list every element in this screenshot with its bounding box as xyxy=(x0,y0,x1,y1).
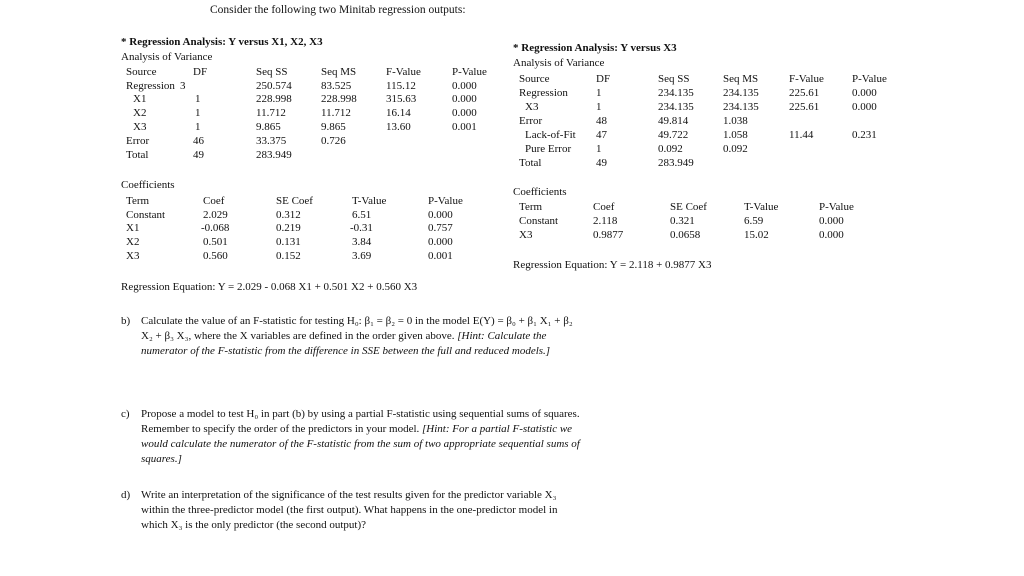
cell: 6.51 xyxy=(352,209,372,221)
cell: X3 xyxy=(126,250,140,262)
question-d xyxy=(121,488,591,538)
cell: 283.949 xyxy=(256,149,292,161)
cell: 0.000 xyxy=(852,87,877,99)
right-coef-header-pvalue: P-Value xyxy=(819,201,854,213)
cell: 234.135 xyxy=(658,101,694,113)
cell: 0.321 xyxy=(670,215,695,227)
cell: Total xyxy=(519,157,542,169)
cell: 0.000 xyxy=(452,93,477,105)
cell: 11.712 xyxy=(321,107,351,119)
cell: 0.000 xyxy=(819,229,844,241)
cell: 33.375 xyxy=(256,135,287,147)
cell: X2 xyxy=(133,107,147,119)
cell: 9.865 xyxy=(256,121,281,133)
cell: 1 xyxy=(596,101,602,113)
cell: 1 xyxy=(195,121,201,133)
cell: 283.949 xyxy=(658,157,694,169)
cell: 0.501 xyxy=(203,236,228,248)
question-d-text-block xyxy=(141,488,581,533)
right-anova-header-seqms: Seq MS xyxy=(723,73,759,85)
cell: 0.9877 xyxy=(593,229,624,241)
right-coef-title: Coefficients xyxy=(513,186,567,198)
question-b-label: b) xyxy=(121,315,131,327)
cell: -0.068 xyxy=(201,222,230,234)
left-anova-header-seqss: Seq SS xyxy=(256,66,288,78)
cell: 1 xyxy=(195,93,201,105)
cell: Constant xyxy=(519,215,559,227)
left-title: * Regression Analysis: Y versus X1, X2, X3 xyxy=(121,36,323,48)
right-anova-header-seqss: Seq SS xyxy=(658,73,690,85)
page-heading: Consider the following two Minitab regression outputs: xyxy=(210,4,466,16)
cell: 49 xyxy=(193,149,204,161)
cell: 228.998 xyxy=(256,93,292,105)
cell: 0.092 xyxy=(658,143,683,155)
cell: -0.31 xyxy=(350,222,373,234)
question-d-text: Write an interpretation of the significance of the test results given for the predictor variable X₃ within the three-predictor model (the first output). What happens in the one-predictor model in which X₃ is the only predictor (the second output)? xyxy=(141,489,558,531)
question-b xyxy=(121,314,591,376)
right-anova-header-source: Source xyxy=(519,73,550,85)
cell: 49 xyxy=(596,157,607,169)
cell: Lack-of-Fit xyxy=(525,129,576,141)
cell: X3 xyxy=(519,229,533,241)
cell: 1 xyxy=(596,87,602,99)
cell: 49.722 xyxy=(658,129,689,141)
cell: 228.998 xyxy=(321,93,357,105)
cell: Error xyxy=(126,135,150,147)
cell: 11.44 xyxy=(789,129,814,141)
cell: 1.038 xyxy=(723,115,748,127)
left-coef-header-secoef: SE Coef xyxy=(276,195,313,207)
left-anova-header-seqms: Seq MS xyxy=(321,66,357,78)
cell: Regression xyxy=(126,80,175,92)
right-title: * Regression Analysis: Y versus X3 xyxy=(513,42,677,54)
question-b-text: Calculate the value of an F-statistic for testing H₀: β₁ = β₂ = 0 in the model E(Y) = β₀ + β₁ X₁ + β₂ X₂ + β₃ X₃, where the X variables are defined in the order given above. xyxy=(141,315,573,342)
cell: 0.219 xyxy=(276,222,301,234)
cell: 49.814 xyxy=(658,115,689,127)
cell: X1 xyxy=(133,93,147,105)
cell: 1.058 xyxy=(723,129,748,141)
cell: 0.000 xyxy=(452,80,477,92)
cell: 1 xyxy=(596,143,602,155)
cell: Total xyxy=(126,149,149,161)
cell: 0.000 xyxy=(428,236,453,248)
left-equation: Regression Equation: Y = 2.029 - 0.068 X1 + 0.501 X2 + 0.560 X3 xyxy=(121,281,418,293)
cell: Regression xyxy=(519,87,568,99)
cell: 0.092 xyxy=(723,143,748,155)
question-c-text: Propose a model to test H₀ in part (b) by using a partial F-statistic using sequential sums of squares. Remember to specify the order of the predictors in your model. xyxy=(141,408,580,435)
right-anova-title: Analysis of Variance xyxy=(513,57,605,69)
left-anova-header-source: Source xyxy=(126,66,157,78)
right-anova-header-pvalue: P-Value xyxy=(852,73,887,85)
left-anova-header-pvalue: P-Value xyxy=(452,66,487,78)
cell: 225.61 xyxy=(789,101,820,113)
cell: 234.135 xyxy=(723,101,759,113)
question-c-text-block xyxy=(141,407,581,467)
left-anova-header-df: DF xyxy=(193,66,208,78)
left-coef-header-tvalue: T-Value xyxy=(352,195,387,207)
cell: X3 xyxy=(525,101,539,113)
cell: 47 xyxy=(596,129,607,141)
left-coef-header-term: Term xyxy=(126,195,150,207)
right-coef-header-coef: Coef xyxy=(593,201,615,213)
cell: X2 xyxy=(126,236,140,248)
cell: 0.000 xyxy=(819,215,844,227)
right-equation: Regression Equation: Y = 2.118 + 0.9877 X3 xyxy=(513,259,712,271)
question-c xyxy=(121,407,591,469)
right-anova-header-df: DF xyxy=(596,73,611,85)
cell: 0.312 xyxy=(276,209,301,221)
cell: 9.865 xyxy=(321,121,346,133)
cell: 0.000 xyxy=(452,107,477,119)
cell: 3 xyxy=(180,80,186,92)
cell: 16.14 xyxy=(386,107,411,119)
right-coef-header-tvalue: T-Value xyxy=(744,201,779,213)
cell: 15.02 xyxy=(744,229,769,241)
left-anova-header-fvalue: F-Value xyxy=(386,66,421,78)
left-coef-title: Coefficients xyxy=(121,179,175,191)
cell: 0.560 xyxy=(203,250,228,262)
cell: 0.0658 xyxy=(670,229,701,241)
left-coef-header-pvalue: P-Value xyxy=(428,195,463,207)
cell: 83.525 xyxy=(321,80,352,92)
cell: 0.000 xyxy=(852,101,877,113)
right-anova-header-fvalue: F-Value xyxy=(789,73,824,85)
cell: Constant xyxy=(126,209,166,221)
question-b-text-block xyxy=(141,314,581,359)
cell: 46 xyxy=(193,135,204,147)
question-c-label: c) xyxy=(121,408,130,420)
cell: 11.712 xyxy=(256,107,286,119)
cell: 0.231 xyxy=(852,129,877,141)
left-anova-title: Analysis of Variance xyxy=(121,51,213,63)
question-c-hint: [Hint: For a partial F-statistic we would calculate the numerator of the F-statistic from the sum of two appropriate sequential sums of squares.] xyxy=(141,423,580,465)
cell: 48 xyxy=(596,115,607,127)
cell: 13.60 xyxy=(386,121,411,133)
cell: 225.61 xyxy=(789,87,820,99)
question-d-label: d) xyxy=(121,489,131,501)
cell: 1 xyxy=(195,107,201,119)
cell: 0.131 xyxy=(276,236,301,248)
cell: 250.574 xyxy=(256,80,292,92)
cell: Pure Error xyxy=(525,143,572,155)
cell: Error xyxy=(519,115,543,127)
cell: X3 xyxy=(133,121,147,133)
cell: 0.152 xyxy=(276,250,301,262)
right-coef-header-secoef: SE Coef xyxy=(670,201,707,213)
cell: 315.63 xyxy=(386,93,417,105)
cell: 2.029 xyxy=(203,209,228,221)
cell: 0.001 xyxy=(452,121,477,133)
cell: 0.757 xyxy=(428,222,453,234)
cell: 115.12 xyxy=(386,80,416,92)
left-coef-header-coef: Coef xyxy=(203,195,225,207)
cell: 6.59 xyxy=(744,215,764,227)
cell: 0.001 xyxy=(428,250,453,262)
cell: 3.69 xyxy=(352,250,372,262)
cell: 0.726 xyxy=(321,135,346,147)
cell: 234.135 xyxy=(723,87,759,99)
cell: 234.135 xyxy=(658,87,694,99)
right-coef-header-term: Term xyxy=(519,201,543,213)
cell: 0.000 xyxy=(428,209,453,221)
cell: X1 xyxy=(126,222,140,234)
cell: 3.84 xyxy=(352,236,372,248)
question-b-hint: [Hint: Calculate the numerator of the F-statistic from the difference in SSE between the full and reduced models.] xyxy=(141,330,551,357)
cell: 2.118 xyxy=(593,215,618,227)
